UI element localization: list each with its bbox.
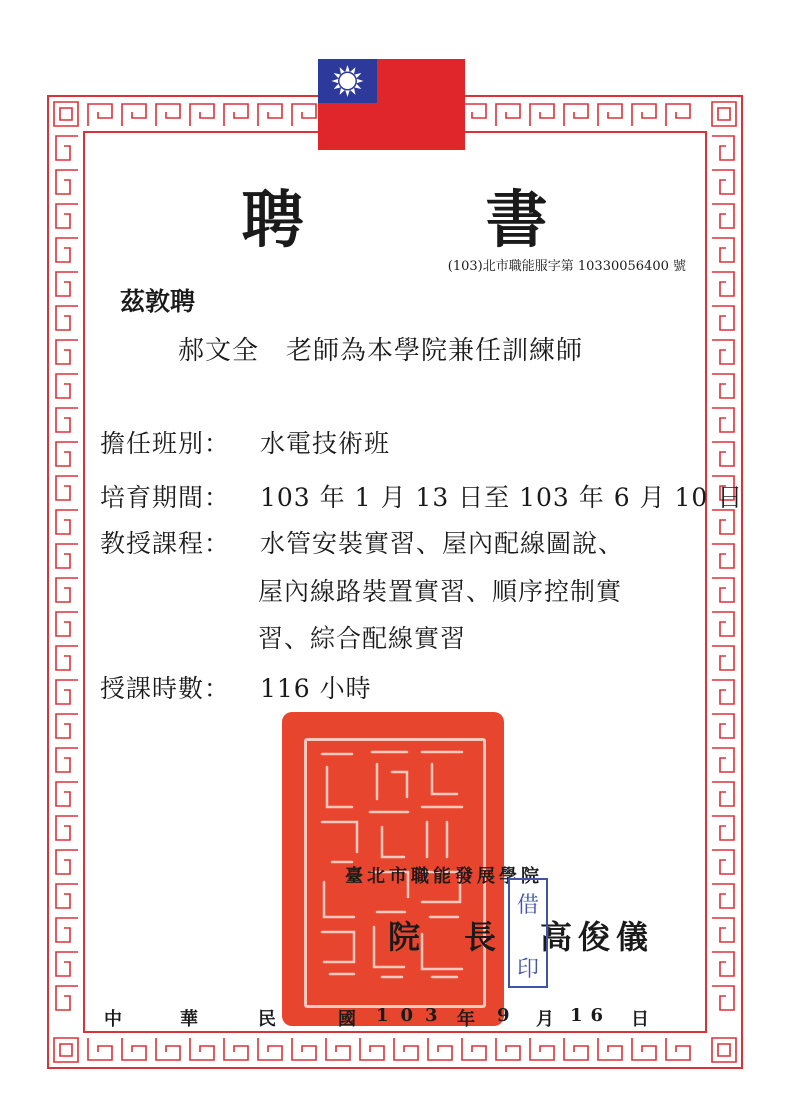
appointment-text: 郝文全 老師為本學院兼任訓練師 <box>178 336 584 366</box>
courses-line-2: 屋內線路裝置實習、順序控制實 <box>258 577 623 606</box>
date-char-ri: 日 <box>631 1009 649 1030</box>
period-label: 培育期間： <box>100 483 231 512</box>
date-year: 103 <box>376 1005 450 1026</box>
hours-label: 授課時數： <box>100 674 231 703</box>
date-char-min: 民 <box>258 1009 276 1030</box>
stamp-char-bottom: 印 <box>516 957 539 982</box>
document-title: 聘 書 <box>241 183 608 256</box>
hours-row <box>100 669 372 705</box>
president-title: 院 長 <box>388 918 503 956</box>
courses-line-1: 水管安裝實習、屋內配線圖說、 <box>260 529 625 558</box>
courses-line-3: 習、綜合配線實習 <box>258 624 467 653</box>
class-label: 擔任班別： <box>100 429 231 458</box>
stamp-char-top: 借 <box>516 893 539 918</box>
courses-label: 教授課程： <box>100 529 231 558</box>
intro-text: 茲敦聘 <box>120 287 196 316</box>
period-value: 103 年 1 月 13 日至 103 年 6 月 10 日 <box>260 483 744 512</box>
president-name: 高俊儀 <box>540 918 655 956</box>
borrowed-seal-stamp <box>508 878 548 988</box>
date-month: 9 <box>497 1005 510 1026</box>
date-char-guo: 國 <box>338 1009 356 1030</box>
date-char-yue: 月 <box>536 1009 554 1030</box>
date-char-hua: 華 <box>180 1009 198 1030</box>
document-number: (103)北市職能服字第 10330056400 號 <box>447 259 686 274</box>
white-sun-icon <box>318 59 377 103</box>
flag-image <box>318 59 465 150</box>
date-char-zhong: 中 <box>104 1009 122 1030</box>
period-row <box>100 478 743 514</box>
school-name: 臺北市職能發展學院 <box>345 866 543 887</box>
class-value: 水電技術班 <box>260 429 391 458</box>
date-day: 16 <box>570 1005 612 1026</box>
date-char-nian: 年 <box>457 1009 475 1030</box>
courses-row <box>100 524 624 560</box>
hours-value: 116 小時 <box>260 674 372 703</box>
class-row <box>100 424 390 460</box>
issue-date <box>0 1005 789 1035</box>
